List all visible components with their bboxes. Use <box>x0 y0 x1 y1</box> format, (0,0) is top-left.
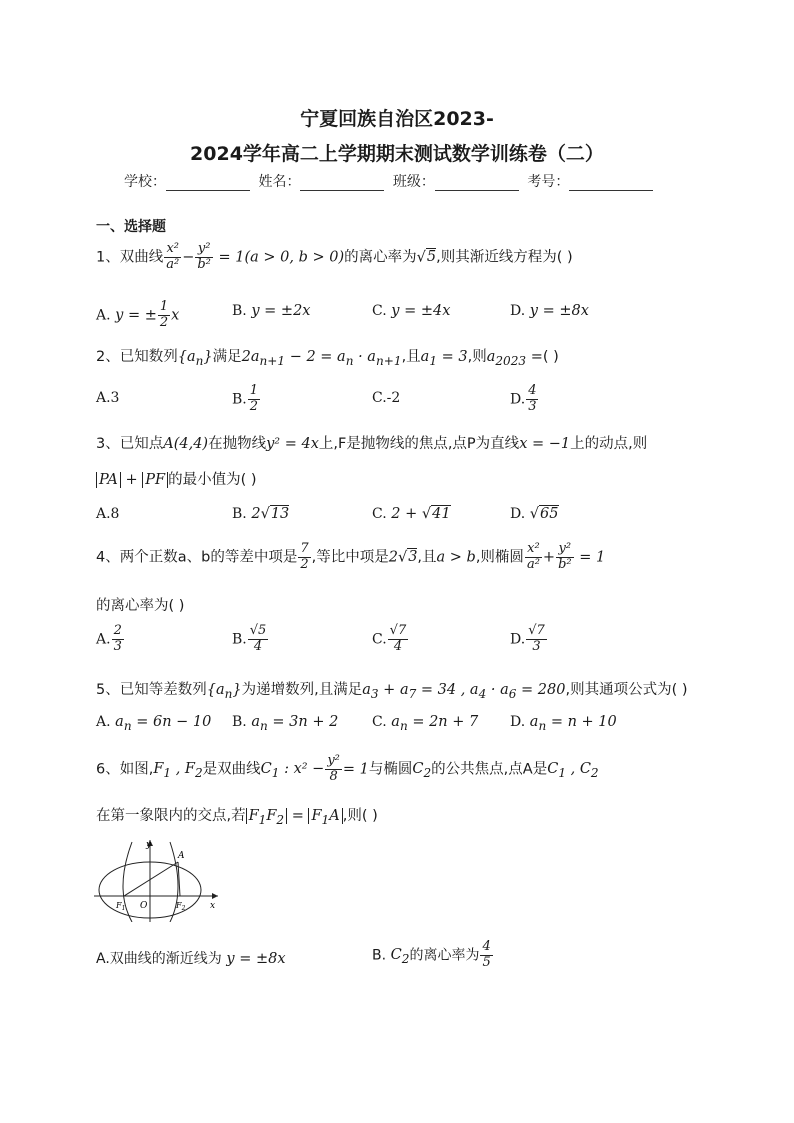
question-6: 6、如图$,F_1$ , $F_2$是双曲线$C_1$ : x² − $\frac{\text{y²}}{8}$ = 1与椭圆$C_2$的公共焦点,点A是$C_1$ , $C_2$ <box>96 753 599 784</box>
fig-f1-label: $F_1$ <box>116 901 126 912</box>
name-blank[interactable] <box>300 176 384 191</box>
question-6-line-2: 在第一象限内的交点,若 $F_1F_2 = F_1A$ ,则( ) <box>96 808 378 827</box>
fig-f2-label: $F_2$ <box>176 901 186 912</box>
question-1: 1、双曲线 $\frac{\text{x²}}{\text{a²}}$ − $\frac{\text{y²}}{\text{b²}}$ = 1(a > 0, b > 0)的离心率为√5,则其渐近线方程为( ) <box>96 241 573 272</box>
q3-option-a[interactable]: A.8 <box>96 506 120 522</box>
q5-option-d[interactable]: D. $a_n = n + 10$ <box>510 714 617 733</box>
section-heading: 一、选择题 <box>96 219 166 235</box>
class-label: 班级： <box>392 174 435 190</box>
q1-option-c[interactable]: C. y = ±4x <box>372 303 451 319</box>
q1-option-a[interactable]: A. y = ± $\frac{1}{2}$ x <box>96 299 180 330</box>
q4-option-c[interactable]: C. $\frac{√7}{4}$ <box>372 623 407 654</box>
q2-option-a[interactable]: A.3 <box>96 390 120 406</box>
exam-no-blank[interactable] <box>569 176 653 191</box>
question-3: 3、已知点A(4,4)在抛物线y² = 4x上,F是抛物线的焦点,点P为直线x = −1上的动点,则 <box>96 436 648 452</box>
title-line-2: 2024学年高二上学期期末测试数学训练卷（二） <box>190 143 604 165</box>
question-4: 4、两个正数a、b的等差中项是 $\frac{7}{2}$ ,等比中项是2√3,且a > b,则椭圆 $\frac{\text{x²}}{\text{a²}}$ + $\frac{\text{y²}}{\text{b²}}$ = 1 <box>96 541 606 572</box>
q3-option-b[interactable]: B. 2√13 <box>232 506 290 522</box>
q4-option-a[interactable]: A. $\frac{2}{3}$ <box>96 623 122 654</box>
q4-option-b[interactable]: B. $\frac{√5}{4}$ <box>232 623 267 654</box>
exam-no-label: 考号： <box>527 174 570 190</box>
q2-option-c[interactable]: C.-2 <box>372 390 401 406</box>
q3-option-d[interactable]: D. √65 <box>510 506 559 522</box>
fig-o-label: O <box>140 901 148 911</box>
question-4-line-2: 的离心率为( ) <box>96 598 185 614</box>
school-blank[interactable] <box>166 176 250 191</box>
fig-x-label: x <box>210 901 216 911</box>
question-2: 2、已知数列$\{a_n\}$满足$2a_{n+1} - 2 = a_n \cdot a_{n+1}$,且$a_1 = 3$,则$a_{2023}$ =( ) <box>96 349 559 368</box>
q6-option-a[interactable]: A.双曲线的渐近线为 y = ±8x <box>96 951 286 967</box>
q2-option-d[interactable]: D. $\frac{4}{3}$ <box>510 383 537 414</box>
fig-y-label: y <box>146 840 152 850</box>
question-5: 5、已知等差数列$\{a_n\}$为递增数列,且满足$a_3 + a_7 = 34$ , $a_4 \cdot a_6 = 280$,则其通项公式为( ) <box>96 682 688 701</box>
q3-option-c[interactable]: C. 2 + √41 <box>372 506 451 522</box>
q5-option-a[interactable]: A. $a_n = 6n - 10$ <box>96 714 212 733</box>
fig-a-label: A <box>178 851 185 861</box>
question-3-line-2: PA + PF 的最小值为( ) <box>96 468 257 489</box>
student-info-line <box>124 171 657 191</box>
title-line-1: 宁夏回族自治区2023- <box>300 108 494 130</box>
school-label: 学校： <box>124 174 166 190</box>
q4-option-d[interactable]: D. $\frac{√7}{3}$ <box>510 623 545 654</box>
class-blank[interactable] <box>435 176 519 191</box>
q5-option-b[interactable]: B. $a_n = 3n + 2$ <box>232 714 339 733</box>
q5-option-c[interactable]: C. $a_n = 2n + 7$ <box>372 714 479 733</box>
q1-option-b[interactable]: B. y = ±2x <box>232 303 311 319</box>
q6-option-b[interactable]: B. $C_2$的离心率为 $\frac{4}{5}$ <box>372 939 491 970</box>
name-label: 姓名： <box>258 174 301 190</box>
q6-figure <box>94 836 224 922</box>
q2-option-b[interactable]: B. $\frac{1}{2}$ <box>232 383 259 414</box>
q1-option-d[interactable]: D. y = ±8x <box>510 303 589 319</box>
